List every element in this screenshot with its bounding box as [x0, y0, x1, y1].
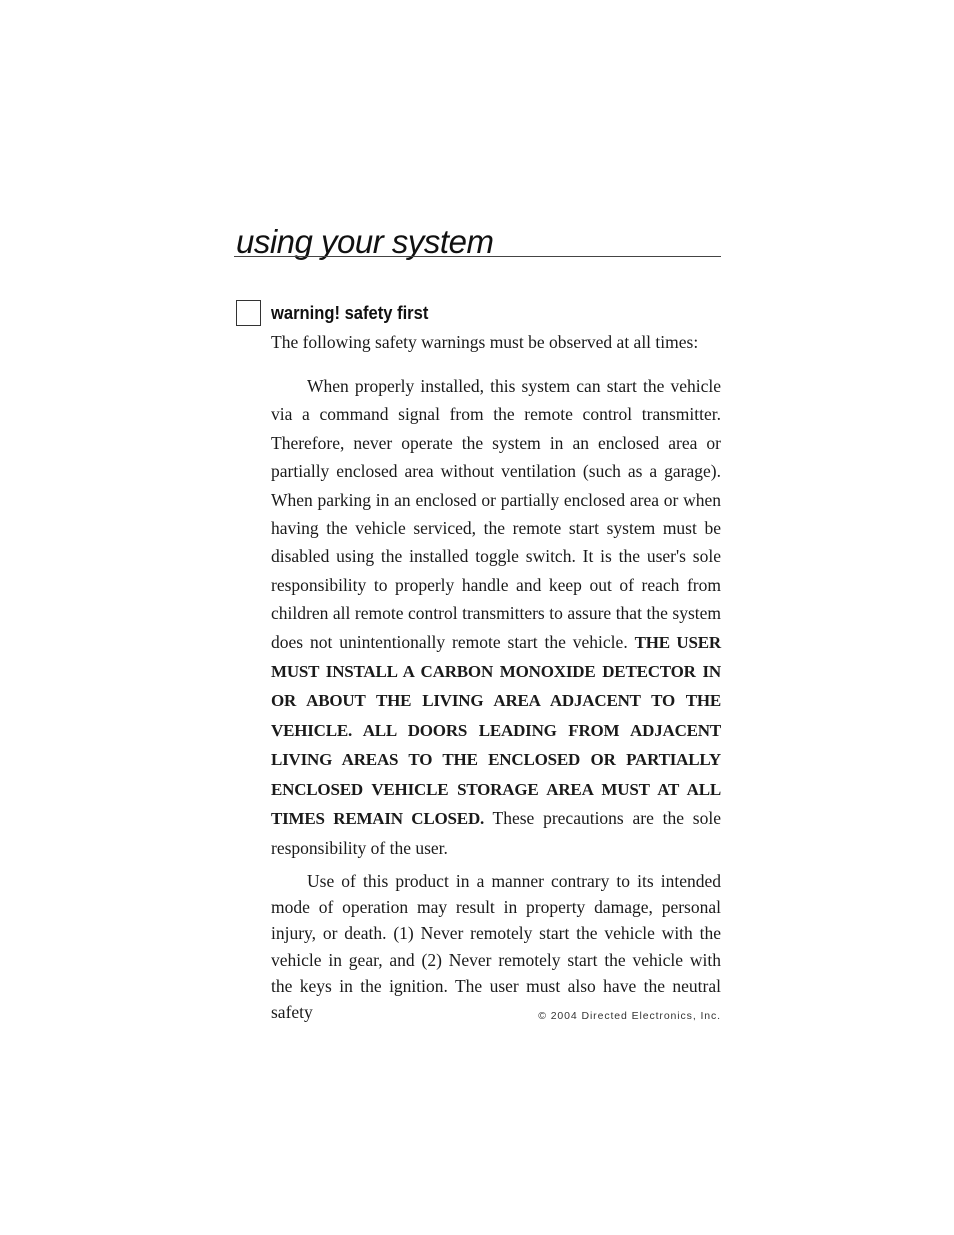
warning-text-after: These precautions are the sole responsibility of the user. — [271, 808, 721, 858]
title-underline — [234, 256, 721, 257]
warning-paragraph — [271, 372, 721, 862]
section-intro: The following safety warnings must be observed at all times: — [271, 332, 699, 352]
chapter-title: using your system — [236, 223, 494, 260]
section-heading: warning! safety first — [271, 303, 429, 323]
section-checkbox — [236, 300, 261, 326]
copyright-footer: © 2004 Directed Electronics, Inc. — [538, 1010, 721, 1022]
usage-paragraph: Use of this product in a manner contrary to its intended mode of operation may result in property damage, personal injury, or death. (1) Never remotely start the vehicle with the vehicle in gear, and (2) Never remotely start the vehicle with the keys in the ignition. The user must also have the neutral safety — [271, 871, 721, 1023]
warning-text-before: When properly installed, this system can start the vehicle via a command signal from the remote control transmitter. Therefore, never operate the system in an enclosed area or partially enclosed area without ventilation (such as a garage). When parking in an enclosed or partially enclosed area or when having the vehicle serviced, the remote start system must be disabled using the installed toggle switch. It is the user's sole responsibility to properly handle and keep out of reach from children all remote control transmitters to assure that the system does not unintentionally remote start the vehicle. — [271, 376, 721, 652]
warning-emphasis: THE USER MUST INSTALL A CARBON MONOXIDE DETECTOR IN OR ABOUT THE LIVING AREA ADJACENT TO THE VEHICLE. ALL DOORS LEADING FROM ADJACENT LIVING AREAS TO THE ENCLOSED OR PARTIALLY ENCLOSED VEHICLE STORAGE AREA MUST AT ALL TIMES REMAIN CLOSED. — [271, 632, 721, 829]
